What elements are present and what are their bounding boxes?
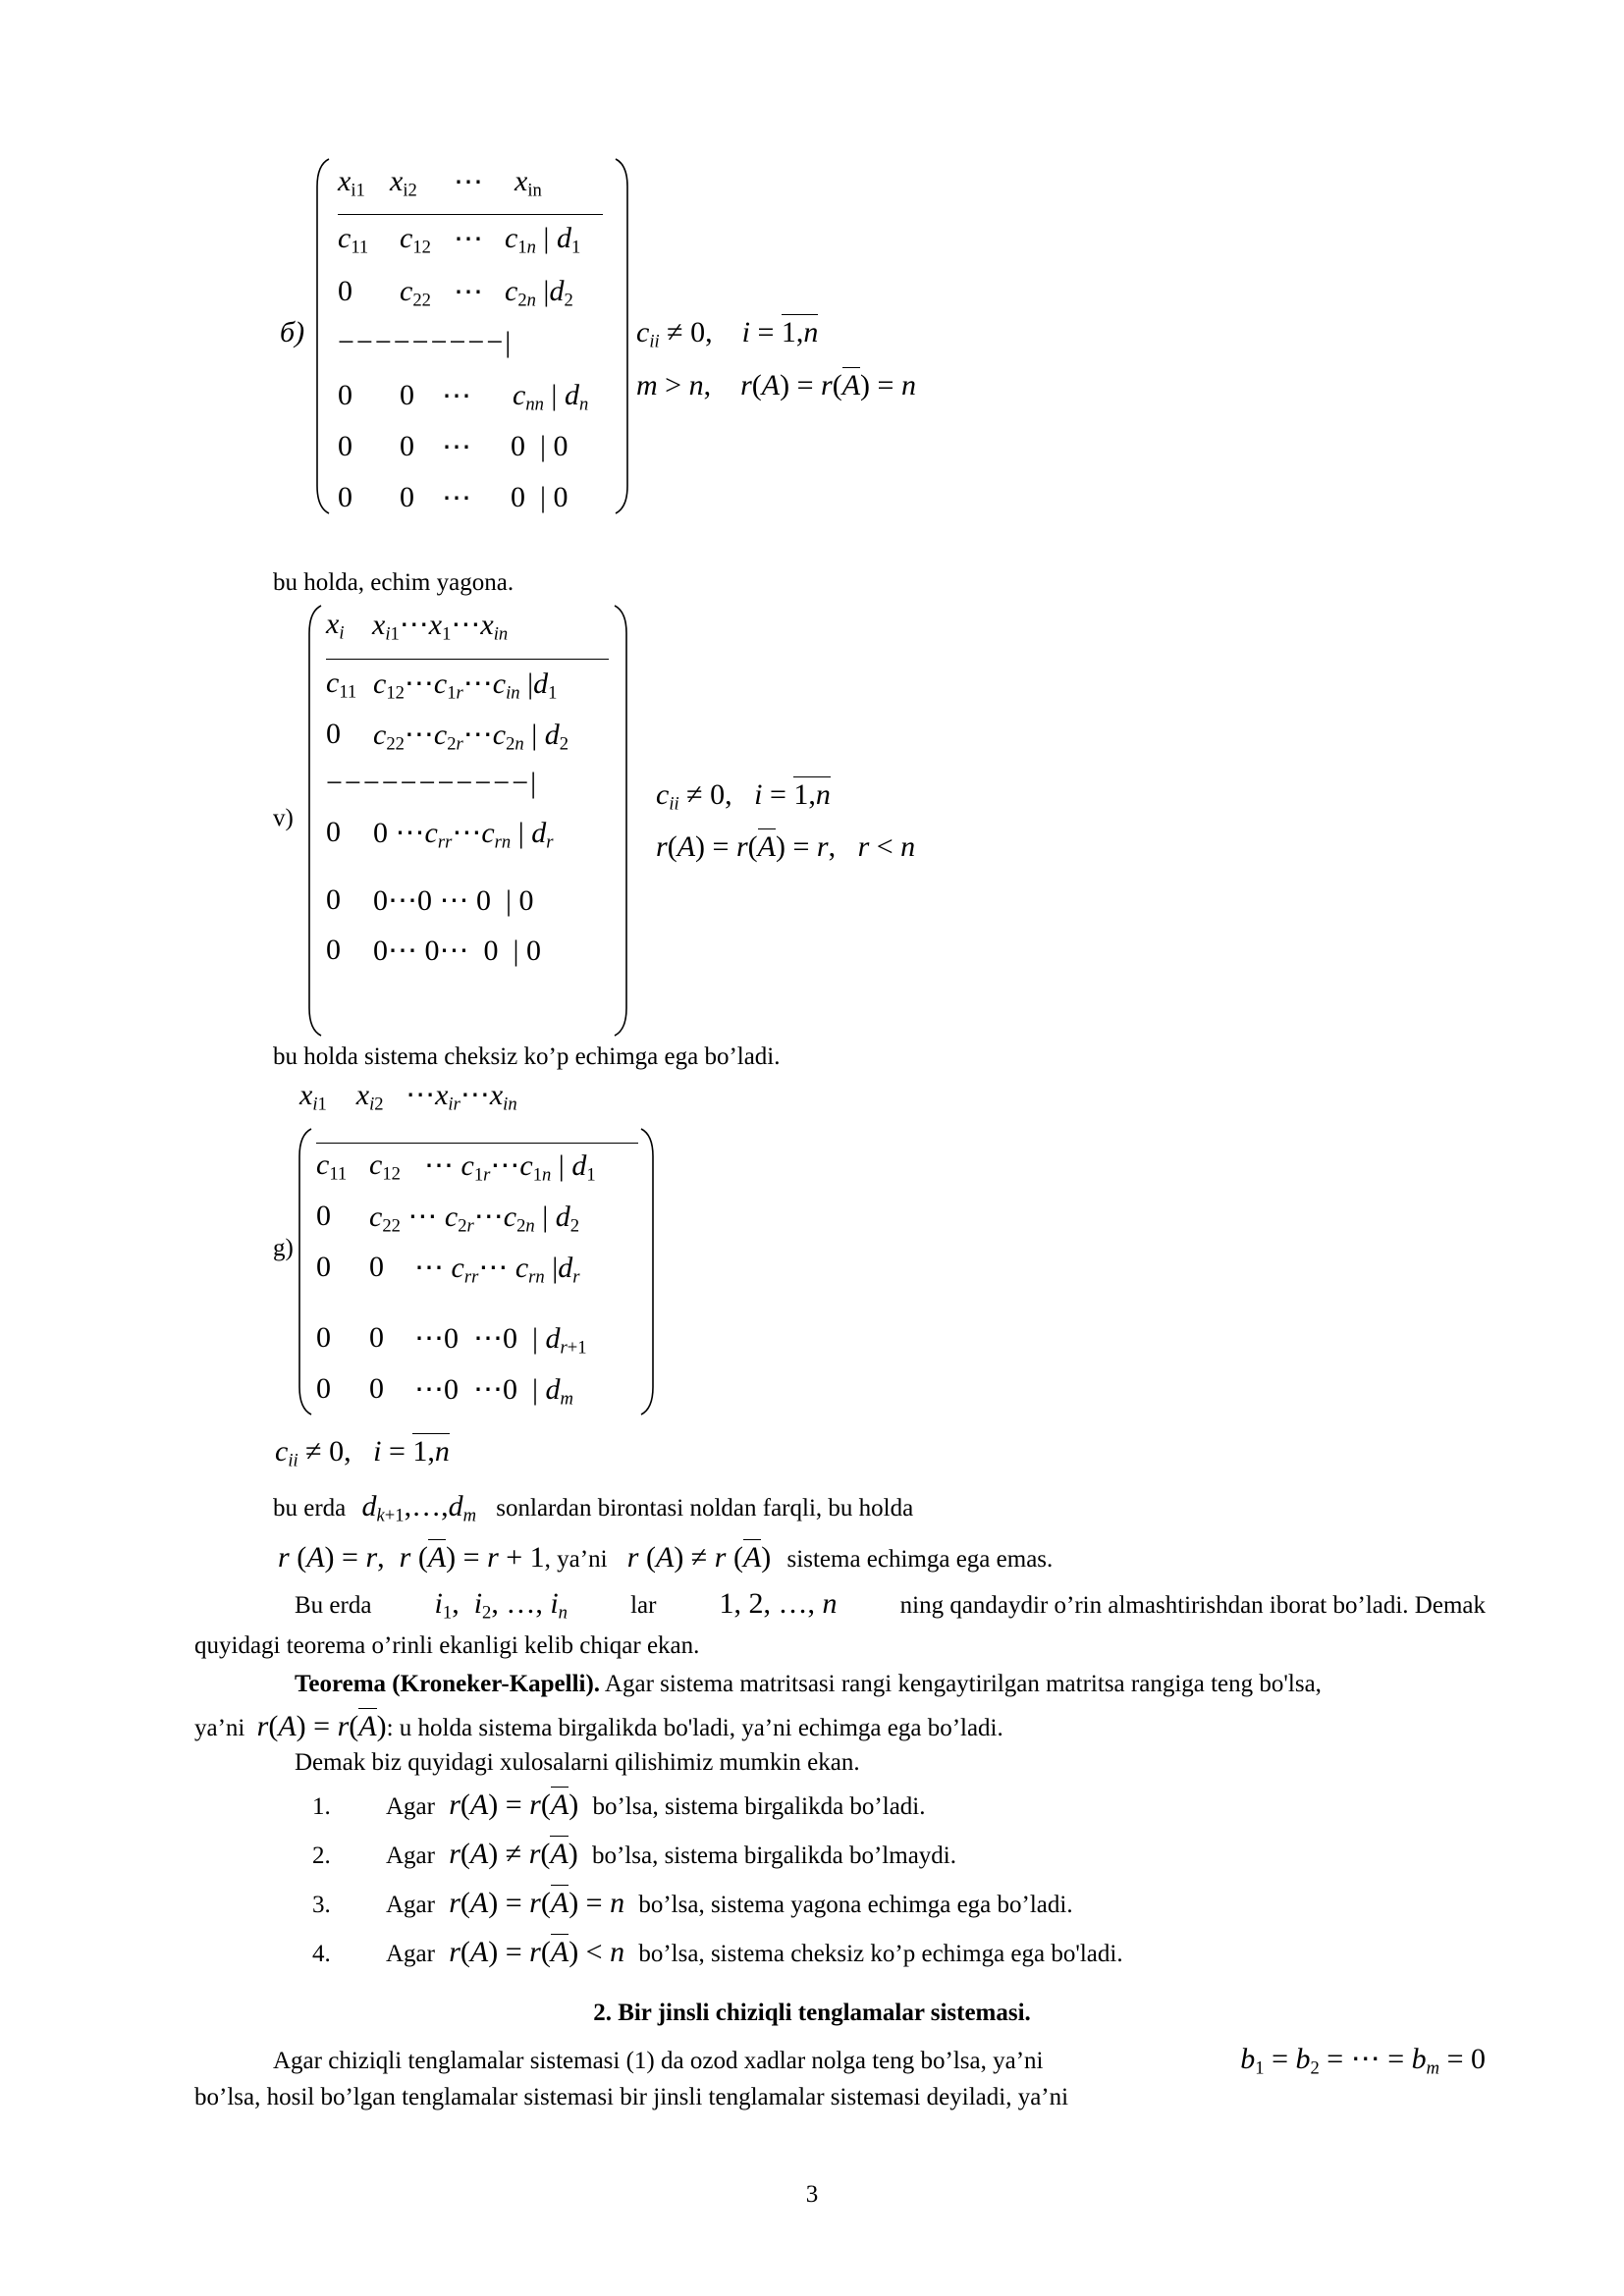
para-permutation-line2: quyidagi teorema o’rinli ekanligi kelib chiqar ekan. bbox=[194, 1632, 700, 1659]
matrix-g-header: $x_{i1}$ $x_{i2}$ $\cdots x_{ir}\cdots x_{in}$ bbox=[299, 1079, 517, 1115]
conclusion-item-3: 3. Agar r(A) = r(A) = n bo’lsa, sistema yagona echimga ega bo’ladi. bbox=[312, 1887, 1073, 1919]
right-paren bbox=[615, 157, 628, 515]
conclusion-item-2: 2. Agar r(A) ≠ r(A) bo’lsa, sistema birgalikda bo’lmaydi. bbox=[312, 1838, 956, 1870]
left-paren bbox=[298, 1127, 312, 1416]
conclusions-intro: Demak biz quyidagi xulosalarni qilishimiz mumkin ekan. bbox=[295, 1749, 860, 1776]
block-g-label: g) bbox=[273, 1235, 294, 1261]
section-para-line2: bo’lsa, hosil bo’lgan tenglamalar sistemasi bir jinsli tenglamalar sistemasi deyiladi, ya’ni bbox=[194, 2084, 1069, 2110]
right-paren bbox=[614, 604, 627, 1038]
text-rank-inconsistent: r (A) = r, r (A) = r + 1, ya’ni r (A) ≠ r (A) sistema echimga ega emas. bbox=[278, 1541, 1054, 1574]
text-echim-yagona: bu holda, echim yagona. bbox=[273, 569, 514, 596]
block-b-condition-1: $c_{ii} \ne 0$, i = 1,n bbox=[636, 316, 819, 352]
theorem-line1: Teorema (Kroneker-Kapelli). Agar sistema matritsasi rangi kengaytirilgan matritsa rangiga teng bo'lsa, bbox=[295, 1671, 1322, 1697]
block-b-label: б) bbox=[280, 316, 305, 348]
matrix-v: $x_i$ $x_{i1}\cdots x_1\cdots x_{in}$ $c_{11}$ $c_{12}\cdots c_{1r}\cdots c_{in}$ $|d_1$ 0 $c_{22}\cdots c_{2r}\cdots c_{2n}$ | $d_2$ −−−−−−−−−−−| 0 0 $\cdots c_{rr}\cdots c_{rn}$ | $d_r$ 0 0⋯0 ⋯ 0 | 0 0 0⋯ 0⋯ 0 | 0 bbox=[308, 604, 627, 1038]
matrix-v-rule bbox=[326, 659, 609, 660]
block-v-condition-1: $c_{ii} \ne 0$, i = 1,n bbox=[656, 778, 831, 815]
section-para-line1: Agar chiziqli tenglamalar sistemasi (1) da ozod xadlar nolga teng bo’lsa, ya’ni $b_1 = b_2$ = ⋯ = $b_m = 0$ bbox=[273, 2043, 1486, 2079]
matrix-b: $x_{i1}$ $x_{i2}$ ⋯ $x_{in}$ $c_{11}$ $c_{12}$ ⋯ $c_{1n}$ | $d_1$ 0 $c_{22}$ ⋯ $c_{2n}$ $|d_2$ −−−−−−−−−| 0 0 ⋯ $c_{nn}$ | $d_n$ 0 0 ⋯ 0 | 0 0 0 ⋯ 0 | 0 bbox=[316, 157, 628, 515]
theorem-title: Teorema (Kroneker-Kapelli). bbox=[295, 1671, 601, 1697]
page-number: 3 bbox=[805, 2181, 819, 2208]
matrix-b-rule bbox=[338, 214, 603, 215]
block-v-condition-2: r(A) = r(A) = r, r < n bbox=[656, 830, 916, 863]
section-title: 2. Bir jinsli chiziqli tenglamalar sistemasi. bbox=[593, 2000, 1031, 2026]
matrix-g-rule bbox=[316, 1143, 638, 1144]
block-g-condition: $c_{ii} \ne 0$, i = 1,n bbox=[275, 1435, 450, 1471]
conclusion-item-1: 1. Agar r(A) = r(A) bo’lsa, sistema birgalikda bo’ladi. bbox=[312, 1789, 926, 1821]
left-paren bbox=[316, 157, 330, 515]
block-v-label: v) bbox=[273, 805, 294, 831]
para-permutation-line1: Bu erda $i_1$, $i_2$, …, $i_n$ lar 1, 2, …, n ning qandaydir o’rin almashtirishdan iborat bo’ladi. Demak bbox=[295, 1587, 1486, 1624]
text-bu-erda: bu erda $d_{k+1},\dots,d_m$ sonlardan birontasi noldan farqli, bu holda bbox=[273, 1490, 914, 1526]
text-cheksiz-echim: bu holda sistema cheksiz ko’p echimga ega bo’ladi. bbox=[273, 1043, 781, 1070]
conclusion-item-4: 4. Agar r(A) = r(A) < n bo’lsa, sistema cheksiz ko’p echimga ega bo'ladi. bbox=[312, 1936, 1123, 1968]
right-paren bbox=[640, 1127, 654, 1416]
matrix-g: $c_{11}$ $c_{12}$ ⋯ $c_{1r}\cdots c_{1n}$ | $d_1$ 0 $c_{22}$ ⋯ $c_{2r}\cdots c_{2n}$ | $d_2$ 0 0 ⋯ $c_{rr}\cdots$ $c_{rn}$ $|d_r$ 0 0 ⋯0 ⋯0 | $d_{r+1}$ 0 0 ⋯0 ⋯0 | $d_m$ bbox=[298, 1127, 654, 1416]
block-b-condition-2: m > n, r(A) = r(A) = n bbox=[636, 369, 916, 401]
theorem-line2: ya’ni r(A) = r(A): u holda sistema birgalikda bo'ladi, ya’ni echimga ega bo’ladi. bbox=[194, 1710, 1003, 1742]
left-paren bbox=[308, 604, 322, 1038]
